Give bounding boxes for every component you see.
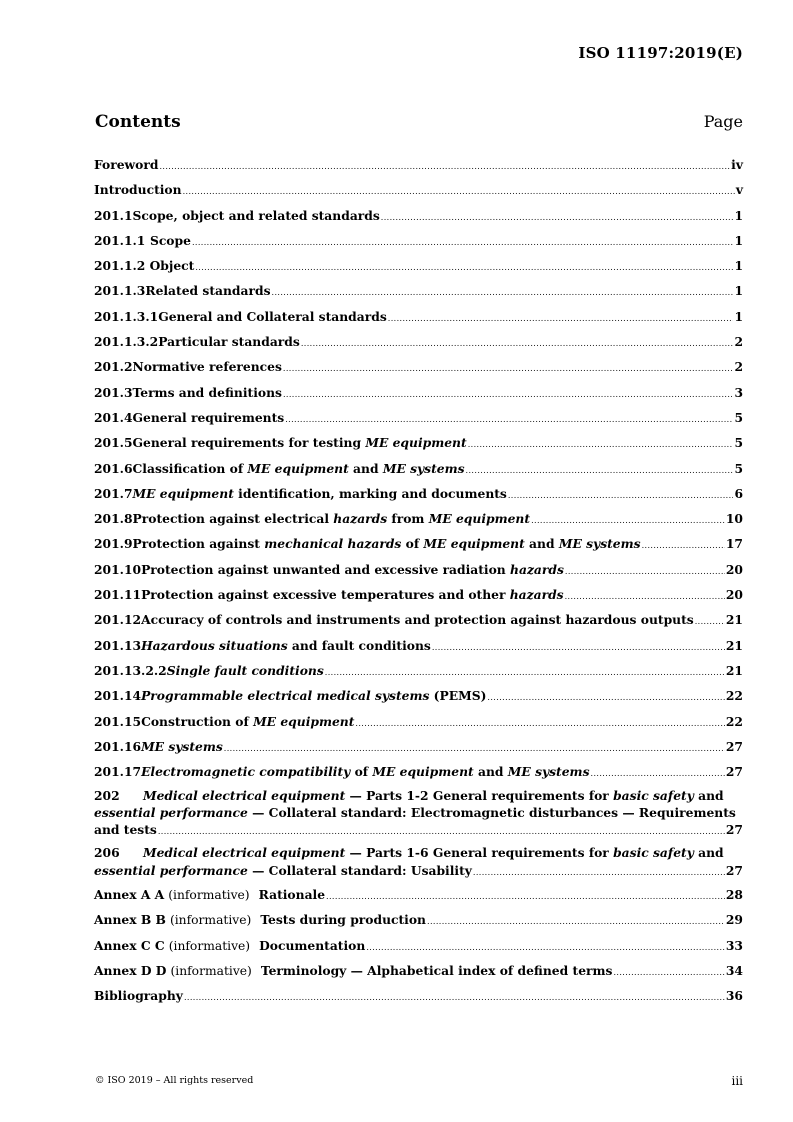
copyright-notice: © ISO 2019 – All rights reserved — [95, 1075, 254, 1086]
toc-entry-title — [150, 228, 191, 253]
toc-title-part: Related standards — [145, 283, 271, 299]
toc-entry[interactable] — [94, 557, 743, 582]
toc-entry-title — [133, 531, 641, 556]
toc-entry-page: 1 — [734, 232, 743, 248]
toc-entry-page: 1 — [734, 308, 743, 324]
toc-annex-entry[interactable] — [94, 907, 743, 932]
toc-entry-page: 3 — [734, 384, 743, 400]
toc-title-part: from — [387, 511, 429, 527]
toc-entry-page: 2 — [734, 334, 743, 350]
toc-title-part: ME systems — [507, 764, 590, 780]
toc-title-part: identification, marking and documents — [233, 485, 507, 501]
table-of-contents — [94, 152, 743, 1008]
toc-entry-line — [94, 805, 743, 822]
toc-entry-title — [141, 557, 564, 582]
toc-entry[interactable] — [94, 177, 743, 202]
toc-entry-page: 1 — [734, 283, 743, 299]
toc-entry-page: 34 — [725, 962, 743, 978]
toc-title-part: hazards — [509, 587, 564, 603]
toc-entry-number: 201.3 — [94, 384, 133, 400]
toc-entry-title — [133, 481, 507, 506]
toc-title-part: Single fault conditions — [166, 662, 324, 678]
dot-leader — [695, 608, 725, 634]
toc-entry-title — [141, 633, 431, 658]
toc-entry-page: 22 — [725, 713, 743, 729]
toc-title-part: Scope, object and related standards — [132, 207, 380, 223]
toc-annex-entry[interactable] — [94, 958, 743, 983]
annex-label: Annex C C — [94, 937, 165, 953]
toc-entry[interactable] — [94, 278, 743, 303]
dot-leader — [192, 229, 734, 255]
toc-title-part: — Collateral standard: Electromagnetic disturbances — Requirements — [247, 804, 736, 820]
toc-entry-page: 28 — [725, 886, 743, 902]
toc-title-part: of — [401, 536, 424, 552]
toc-entry[interactable] — [94, 531, 743, 556]
toc-entry-title — [133, 456, 465, 481]
dot-leader — [366, 934, 725, 960]
toc-entry-page: 1 — [734, 258, 743, 274]
toc-entry-page: 21 — [725, 662, 743, 678]
dot-leader — [224, 735, 725, 761]
toc-entry[interactable] — [94, 709, 743, 734]
toc-entry[interactable] — [94, 759, 743, 784]
toc-title-part: Foreword — [94, 157, 159, 172]
toc-entry-number: 201.13 — [94, 637, 142, 653]
dot-leader — [487, 684, 724, 710]
toc-title-part: ME equipment — [423, 536, 525, 552]
toc-entry-page: 20 — [725, 561, 743, 577]
toc-entry-page: 36 — [725, 988, 743, 1004]
dot-leader — [468, 431, 734, 457]
toc-title-part: Hazardous situations — [141, 637, 288, 653]
toc-title-part: essential performance — [94, 862, 248, 878]
dot-leader — [158, 822, 725, 840]
toc-title-part: ME equipment — [253, 713, 355, 729]
toc-entry-number: 201.17 — [94, 764, 142, 780]
toc-entry[interactable] — [94, 633, 743, 658]
annex-title: Rationale — [258, 886, 326, 902]
toc-title-part: Protection against unwanted and excessive radiation — [141, 561, 511, 577]
toc-title-part: ME equipment — [428, 511, 531, 527]
toc-entry-number: 201.6 — [94, 460, 133, 476]
dot-leader — [642, 532, 725, 558]
toc-entry-line — [94, 788, 743, 805]
annex-title: Tests during production — [260, 912, 426, 928]
toc-entry[interactable] — [94, 203, 743, 228]
toc-title-part: Protection against — [132, 536, 265, 552]
toc-title-part: mechanical hazards — [264, 536, 402, 552]
toc-entry[interactable] — [94, 658, 743, 683]
toc-title-part: essential performance — [94, 804, 248, 820]
toc-entry-title — [145, 278, 270, 303]
annex-type: (informative) — [168, 887, 250, 902]
toc-entry-title — [133, 430, 467, 455]
toc-entry-title — [141, 709, 354, 734]
annex-title: Terminology — Alphabetical index of defined terms — [260, 962, 613, 978]
toc-entry-page: 17 — [725, 536, 743, 552]
dot-leader — [195, 254, 733, 280]
toc-entry-page: 5 — [734, 460, 743, 476]
toc-entry-title — [94, 152, 158, 177]
toc-entry-title — [141, 759, 589, 784]
toc-entry-title — [133, 506, 531, 531]
toc-entry[interactable] — [94, 456, 743, 481]
annex-type: (informative) — [170, 963, 252, 978]
toc-entry-page: 2 — [734, 359, 743, 375]
toc-entry-page: v — [735, 182, 743, 198]
toc-title-part: ME equipment — [132, 485, 234, 501]
dot-leader — [283, 355, 734, 381]
toc-title-part: Classification of — [132, 460, 248, 476]
dot-leader — [285, 406, 733, 432]
toc-title-part: Protection against excessive temperatures and other — [141, 587, 510, 603]
annex-type: (informative) — [168, 938, 251, 953]
toc-title-part: — Parts 1-6 General requirements for — [345, 845, 614, 861]
toc-title-part: ME systems — [558, 536, 641, 552]
contents-heading — [95, 112, 743, 132]
toc-entry-page: 21 — [725, 637, 743, 653]
dot-leader — [184, 984, 725, 1010]
dot-leader — [613, 959, 724, 985]
toc-entry-title — [94, 983, 183, 1008]
dot-leader — [565, 583, 725, 609]
toc-entry-title — [167, 658, 324, 683]
toc-entry-title — [133, 380, 282, 405]
dot-leader — [388, 305, 734, 331]
toc-title-part: Medical electrical equipment — [143, 845, 346, 861]
toc-title-part: of — [350, 764, 373, 780]
dot-leader — [531, 507, 725, 533]
toc-entry[interactable] — [94, 152, 743, 177]
toc-entry-title — [158, 329, 300, 354]
page-number: iii — [731, 1074, 743, 1088]
toc-title-part: Normative references — [132, 359, 282, 375]
dot-leader — [432, 634, 725, 660]
dot-leader — [381, 204, 734, 230]
toc-entry[interactable] — [94, 734, 743, 759]
toc-title-part: ME equipment — [365, 435, 467, 451]
toc-entry-page: 20 — [725, 587, 743, 603]
toc-title-part: Bibliography — [94, 988, 183, 1004]
annex-label: Annex D D — [94, 962, 167, 978]
toc-title-part: Scope — [149, 232, 191, 248]
dot-leader — [183, 178, 735, 204]
toc-entry-title — [141, 683, 486, 708]
dot-leader — [591, 760, 725, 786]
toc-entry-number: 201.1.1 — [94, 232, 146, 248]
contents-title: Contents — [95, 112, 181, 132]
toc-title-part: Programmable electrical medical systems — [141, 688, 430, 704]
toc-entry[interactable] — [94, 506, 743, 531]
toc-entry-title — [133, 405, 285, 430]
toc-entry-number: 201.5 — [94, 435, 133, 451]
toc-entry-title — [133, 354, 282, 379]
toc-entry-page: 5 — [734, 435, 743, 451]
toc-entry-number: 202 — [94, 788, 120, 804]
toc-entry-last-line[interactable] — [94, 821, 743, 838]
dot-leader — [508, 482, 734, 508]
toc-title-part: General and Collateral standards — [158, 308, 387, 324]
toc-entry-page: 6 — [734, 485, 743, 501]
toc-entry-title — [94, 177, 182, 202]
dot-leader — [272, 279, 734, 305]
toc-entry-title — [94, 862, 472, 879]
toc-title-part: Construction of — [141, 713, 254, 729]
toc-title-part: ME systems — [141, 738, 223, 754]
toc-title-part: Particular standards — [158, 334, 300, 350]
toc-entry-title — [141, 582, 564, 607]
toc-entry-page: 5 — [734, 409, 743, 425]
toc-bibliography-entry[interactable] — [94, 983, 743, 1008]
toc-entry-number: 201.15 — [94, 713, 142, 729]
toc-entry[interactable] — [94, 683, 743, 708]
toc-entry-number: 201.4 — [94, 409, 133, 425]
toc-entry-number: 201.1.3.2 — [94, 334, 159, 350]
toc-title-part: Electromagnetic compatibility — [141, 764, 351, 780]
dot-leader — [159, 153, 730, 179]
toc-title-part: — Collateral standard: Usability — [247, 862, 472, 878]
toc-title-part: hazards — [510, 561, 564, 577]
toc-entry-page: 1 — [734, 207, 743, 223]
toc-annex-entry[interactable] — [94, 933, 743, 958]
dot-leader — [326, 883, 725, 909]
toc-entry-number: 206 — [94, 845, 120, 861]
toc-entry-title — [141, 607, 694, 632]
toc-entry-number: 201.11 — [94, 587, 142, 603]
dot-leader — [466, 457, 734, 483]
toc-entry-number: 201.12 — [94, 612, 142, 628]
dot-leader — [325, 659, 725, 685]
toc-title-part: and fault conditions — [287, 637, 431, 653]
page-column-label: Page — [703, 112, 743, 131]
toc-entry-page: 29 — [725, 912, 743, 928]
toc-entry-page: 22 — [725, 688, 743, 704]
annex-label: Annex B B — [94, 912, 166, 928]
toc-entry[interactable] — [94, 329, 743, 354]
toc-entry-number: 201.10 — [94, 561, 142, 577]
toc-entry[interactable] — [94, 405, 743, 430]
toc-title-part: (PEMS) — [429, 688, 487, 704]
toc-entry-page: 27 — [725, 738, 743, 754]
toc-entry[interactable] — [94, 304, 743, 329]
toc-entry-page: 27 — [725, 764, 743, 780]
toc-entry[interactable] — [94, 380, 743, 405]
dot-leader — [427, 908, 725, 934]
toc-entry-page: 10 — [725, 511, 743, 527]
toc-entry-title — [133, 203, 380, 228]
toc-title-part: hazards — [333, 511, 388, 527]
toc-title-part: Object — [149, 258, 195, 274]
toc-title-part: ME systems — [382, 460, 465, 476]
toc-entry-page: 27 — [725, 862, 743, 878]
dot-leader — [301, 330, 734, 356]
toc-title-part: basic safety — [613, 845, 694, 861]
toc-title-part: and tests — [94, 822, 157, 838]
toc-entry-title — [158, 304, 387, 329]
toc-entry-title — [150, 253, 195, 278]
toc-entry[interactable] — [94, 607, 743, 632]
toc-entry[interactable] — [94, 582, 743, 607]
toc-entry-multiline[interactable] — [94, 784, 743, 841]
toc-entry-number: 201.7 — [94, 485, 133, 501]
toc-entry-page: 33 — [725, 937, 743, 953]
toc-entry-last-line[interactable] — [94, 862, 743, 879]
toc-title-part: — Parts 1-2 General requirements for — [345, 788, 614, 804]
annex-type: (informative) — [169, 913, 252, 928]
toc-title-part: and — [693, 845, 724, 861]
toc-entry-number: 201.1.2 — [94, 258, 146, 274]
toc-entry-number: 201.2 — [94, 359, 133, 375]
toc-title-part: and — [348, 460, 383, 476]
toc-title-part: Medical electrical equipment — [143, 788, 346, 804]
toc-entry-title — [94, 821, 157, 838]
toc-title-part: ME equipment — [372, 764, 474, 780]
dot-leader — [565, 558, 725, 584]
toc-title-part: Protection against electrical — [132, 511, 334, 527]
toc-entry-number: 201.9 — [94, 536, 133, 552]
toc-title-part: Terms and definitions — [132, 384, 282, 400]
toc-title-part: Introduction — [94, 182, 182, 198]
toc-entry[interactable] — [94, 354, 743, 379]
toc-entry[interactable] — [94, 481, 743, 506]
toc-entry[interactable] — [94, 228, 743, 253]
toc-title-part: Accuracy of controls and instruments and protection against hazardous outputs — [141, 612, 694, 628]
toc-entry-number: 201.8 — [94, 511, 133, 527]
toc-entry-number: 201.1 — [94, 207, 133, 223]
toc-entry-page: 27 — [725, 822, 743, 838]
toc-title-part: and — [473, 764, 508, 780]
toc-title-part: basic safety — [613, 788, 694, 804]
toc-title-part: and — [524, 536, 559, 552]
toc-entry-line — [94, 845, 743, 862]
toc-entry-number: 201.16 — [94, 738, 142, 754]
toc-entry-number: 201.1.3.1 — [94, 308, 159, 324]
annex-title: Documentation — [259, 937, 366, 953]
dot-leader — [473, 863, 725, 881]
toc-entry-multiline[interactable] — [94, 841, 743, 882]
standard-identifier: ISO 11197:2019(E) — [578, 44, 743, 62]
toc-entry-title — [141, 734, 223, 759]
toc-annex-entry[interactable] — [94, 882, 743, 907]
toc-entry[interactable] — [94, 253, 743, 278]
toc-entry-number: 201.13.2.2 — [94, 662, 167, 678]
toc-entry-page: 21 — [725, 612, 743, 628]
toc-title-part: and — [693, 788, 724, 804]
toc-entry-number: 201.1.3 — [94, 283, 146, 299]
toc-title-part: General requirements for testing — [132, 435, 366, 451]
dot-leader — [355, 710, 724, 736]
annex-label: Annex A A — [94, 886, 165, 902]
toc-entry-page: iv — [731, 157, 743, 172]
toc-title-part: ME equipment — [247, 460, 349, 476]
toc-title-part: General requirements — [132, 409, 285, 425]
toc-entry[interactable] — [94, 430, 743, 455]
dot-leader — [283, 381, 733, 407]
toc-entry-number: 201.14 — [94, 688, 142, 704]
